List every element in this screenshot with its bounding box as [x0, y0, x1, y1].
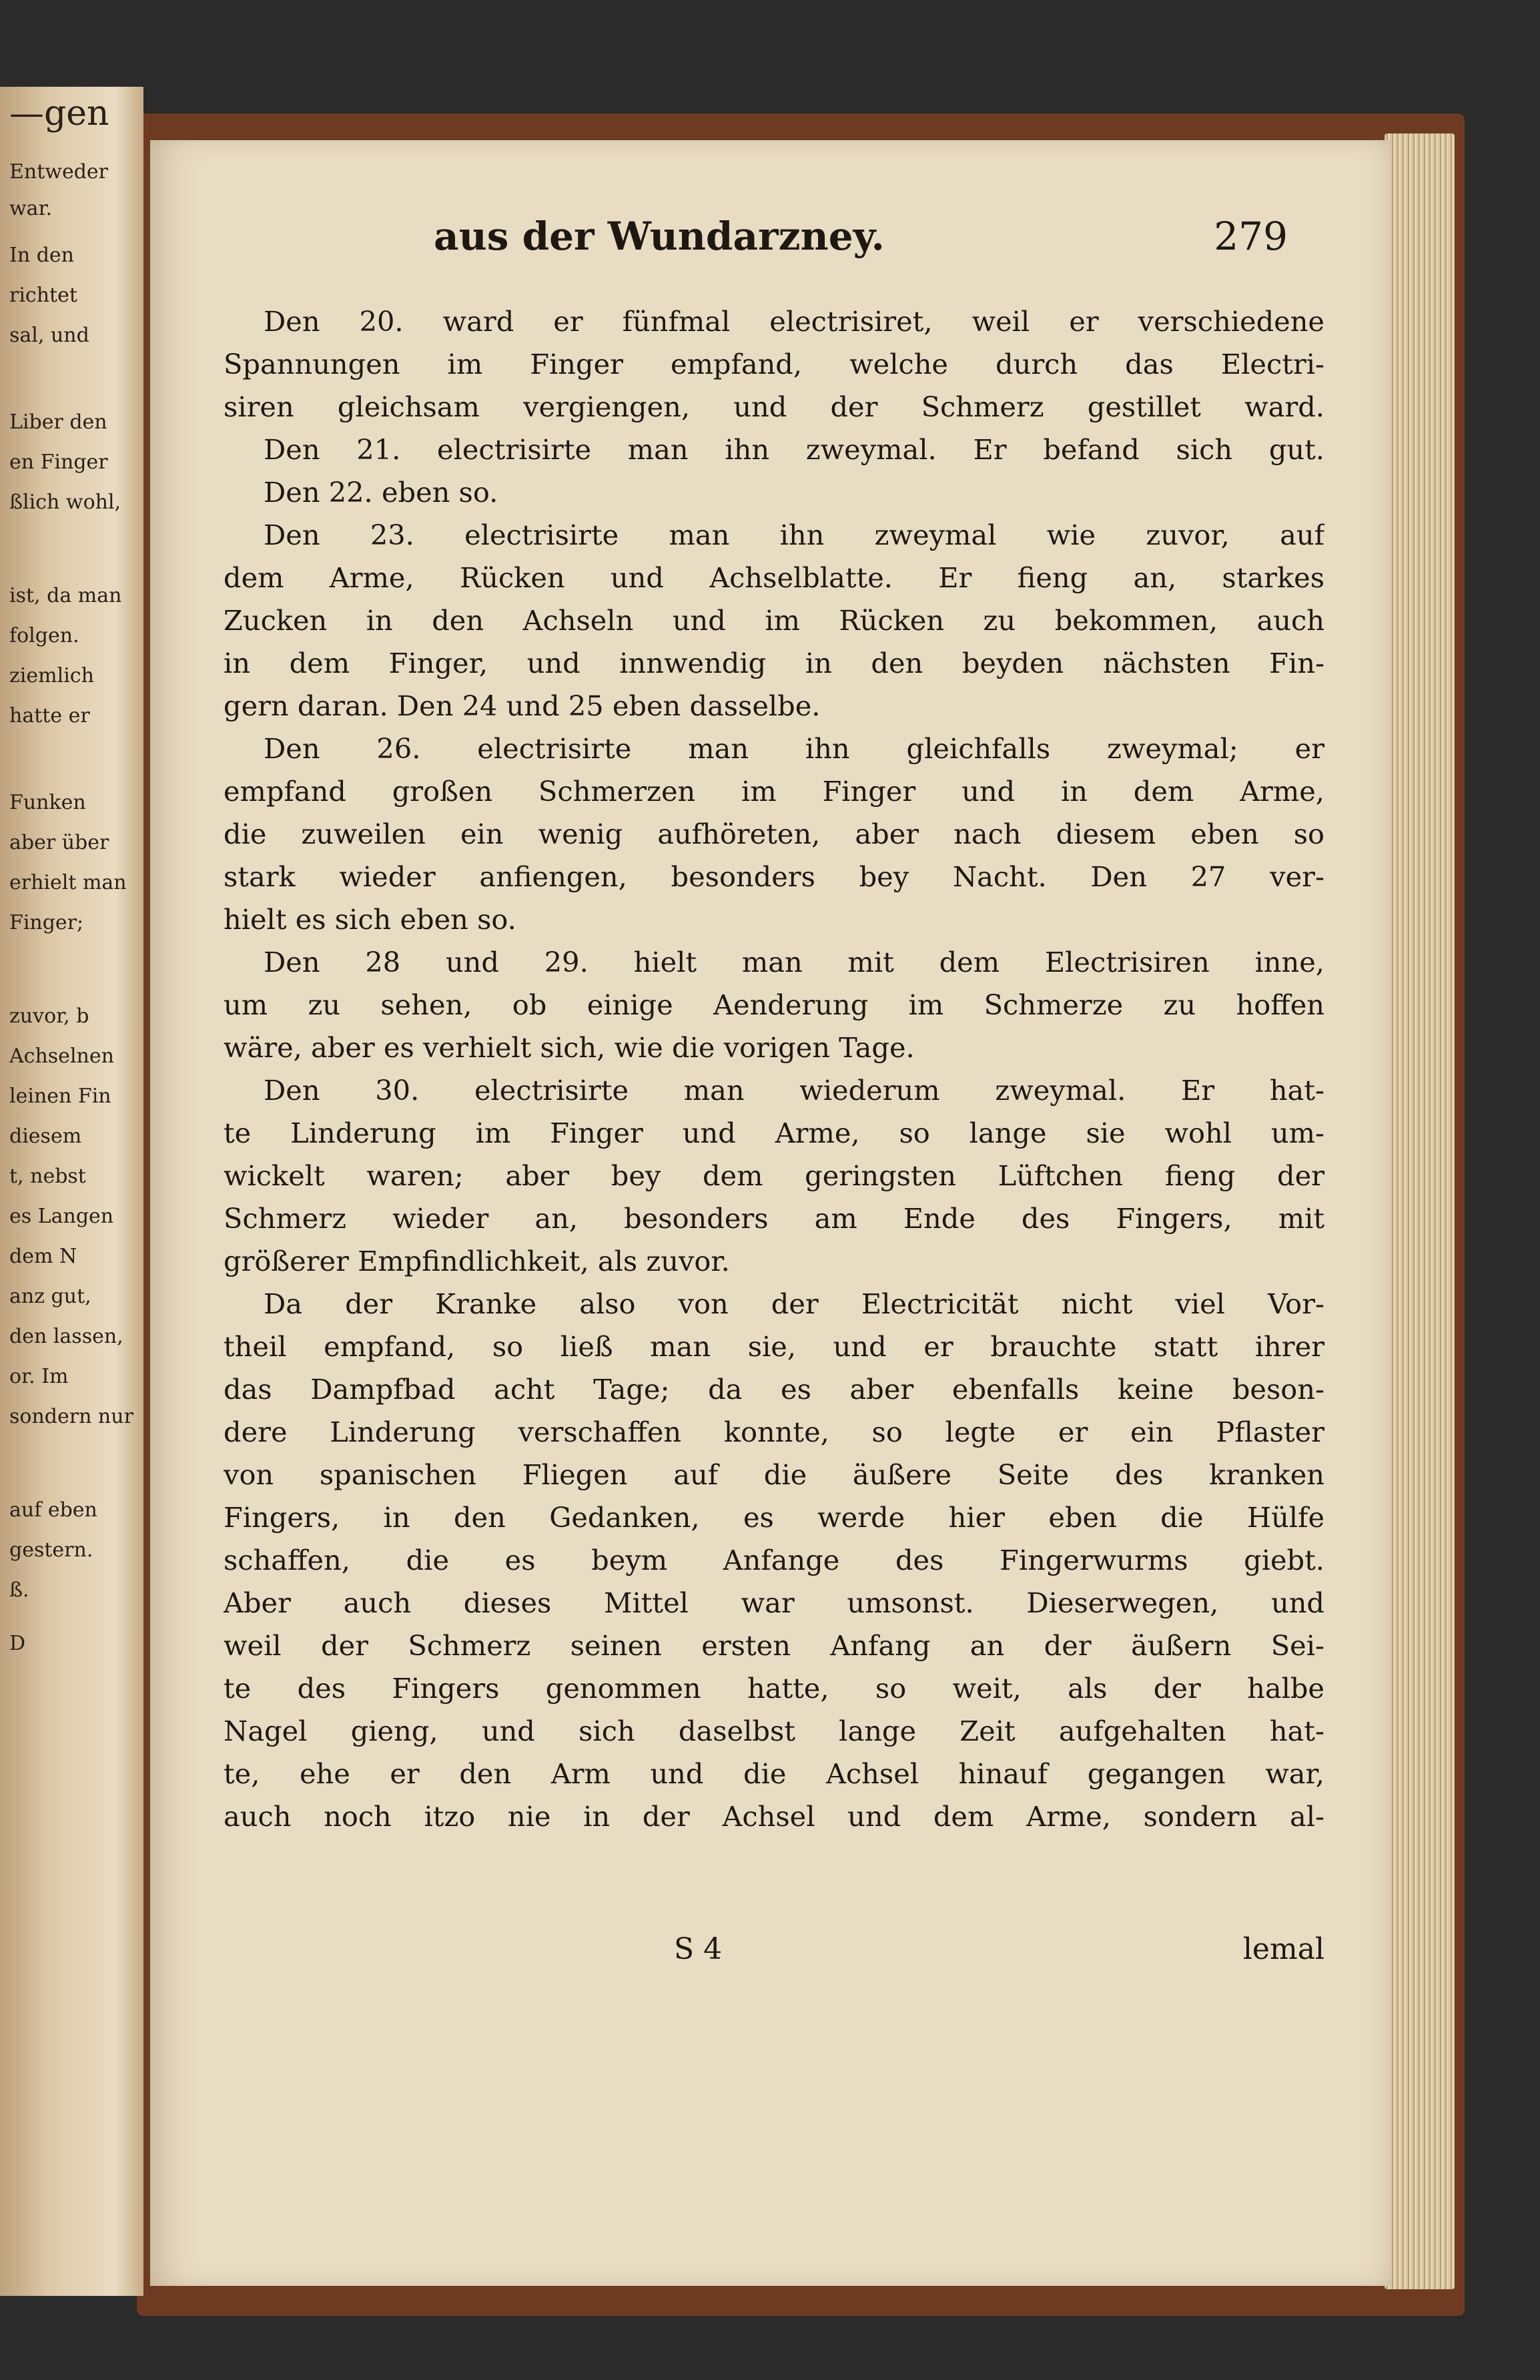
text-line: Nagel gieng, und sich daselbst lange Zeit aufgehalten hat-: [224, 1715, 1324, 1747]
text-line: Aber auch dieses Mittel war umsonst. Dieserwegen, und: [224, 1586, 1324, 1619]
catchword: lemal: [1242, 1932, 1324, 1966]
text-line: Den 21. electrisirte man ihn zweymal. Er befand sich gut.: [264, 433, 1324, 466]
text-line: empfand großen Schmerzen im Finger und in dem Arme,: [224, 775, 1324, 808]
text-line: gern daran. Den 24 und 25 eben dasselbe.: [224, 689, 821, 722]
left-page-text: In den: [9, 244, 74, 267]
text-line: wickelt waren; aber bey dem geringsten Lüftchen fieng der: [224, 1159, 1324, 1192]
left-page-text: Funken: [9, 791, 86, 814]
left-page-text: folgen.: [9, 624, 79, 647]
left-page-text: —gen: [9, 93, 109, 133]
left-page-text: en Finger: [9, 451, 108, 474]
text-line: Den 26. electrisirte man ihn gleichfalls zweymal; er: [264, 732, 1324, 765]
left-page-text: ß.: [9, 1578, 29, 1602]
left-page-text: es Langen: [9, 1205, 114, 1228]
text-line: größerer Empfindlichkeit, als zuvor.: [224, 1245, 730, 1277]
left-page-text: t, nebst: [9, 1165, 86, 1188]
left-page-text: ist, da man: [9, 584, 122, 607]
text-line: te, ehe er den Arm und die Achsel hinauf gegangen war,: [224, 1757, 1324, 1790]
left-page-text: dem N: [9, 1245, 77, 1268]
text-line: Zucken in den Achseln und im Rücken zu bekommen, auch: [224, 604, 1324, 637]
text-line: dem Arme, Rücken und Achselblatte. Er fieng an, starkes: [224, 561, 1324, 594]
text-line: weil der Schmerz seinen ersten Anfang an der äußern Sei-: [224, 1629, 1324, 1662]
text-line: stark wieder anfiengen, besonders bey Nacht. Den 27 ver-: [224, 860, 1324, 893]
text-line: um zu sehen, ob einige Aenderung im Schmerze zu hoffen: [224, 988, 1324, 1021]
text-line: wäre, aber es verhielt sich, wie die vorigen Tage.: [224, 1031, 915, 1064]
text-line: hielt es sich eben so.: [224, 903, 516, 936]
left-page-text: sondern nur: [9, 1405, 133, 1428]
text-line: die zuweilen ein wenig aufhöreten, aber nach diesem eben so: [224, 818, 1324, 850]
text-line: schaffen, die es beym Anfange des Fingerwurms giebt.: [224, 1544, 1324, 1576]
left-page-text: zuvor, b: [9, 1004, 89, 1028]
left-page-text: richtet: [9, 284, 77, 307]
text-line: Schmerz wieder an, besonders am Ende des Fingers, mit: [224, 1202, 1324, 1235]
book-page: [150, 140, 1391, 2286]
left-page-text: aber über: [9, 831, 109, 854]
text-line: Den 22. eben so.: [264, 476, 498, 509]
text-line: das Dampfbad acht Tage; da es aber ebenfalls keine beson-: [224, 1373, 1324, 1406]
running-head: aus der Wundarzney.: [434, 214, 885, 259]
page-edges: [1385, 133, 1455, 2289]
page-footer: [150, 1932, 1391, 1979]
text-line: te des Fingers genommen hatte, so weit, als der halbe: [224, 1672, 1324, 1705]
left-page-text: gestern.: [9, 1538, 93, 1562]
text-line: Den 28 und 29. hielt man mit dem Electrisiren inne,: [264, 946, 1324, 978]
text-line: auch noch itzo nie in der Achsel und dem Arme, sondern al-: [224, 1800, 1324, 1833]
left-page-text: D: [9, 1632, 26, 1655]
left-page-text: war.: [9, 197, 53, 220]
text-line: te Linderung im Finger und Arme, so lange sie wohl um-: [224, 1117, 1324, 1149]
left-page-text: Finger;: [9, 911, 84, 934]
left-page-text: or. Im: [9, 1365, 69, 1388]
text-line: Den 20. ward er fünfmal electrisiret, weil er verschiedene: [264, 305, 1324, 338]
facing-page-fragment: [0, 87, 143, 2296]
left-page-text: sal, und: [9, 324, 89, 347]
left-page-text: Achselnen: [9, 1045, 114, 1068]
left-page-text: Entweder: [9, 160, 109, 184]
page-header: [150, 214, 1391, 274]
left-page-text: diesem: [9, 1125, 82, 1148]
left-page-text: hatte er: [9, 704, 90, 727]
text-line: Fingers, in den Gedanken, es werde hier eben die Hülfe: [224, 1501, 1324, 1534]
text-line: Den 23. electrisirte man ihn zweymal wie zuvor, auf: [264, 519, 1324, 551]
text-line: theil empfand, so ließ man sie, und er brauchte statt ihrer: [224, 1330, 1324, 1363]
page-body: [224, 300, 1324, 1838]
left-page-text: ßlich wohl,: [9, 491, 121, 514]
text-line: Da der Kranke also von der Electricität nicht viel Vor-: [264, 1287, 1324, 1320]
left-page-text: auf eben: [9, 1498, 97, 1522]
left-page-text: ziemlich: [9, 664, 94, 687]
left-page-text: den lassen,: [9, 1325, 123, 1348]
text-line: von spanischen Fliegen auf die äußere Seite des kranken: [224, 1458, 1324, 1491]
left-page-text: Liber den: [9, 410, 107, 434]
left-page-text: leinen Fin: [9, 1085, 111, 1108]
left-page-text: anz gut,: [9, 1285, 91, 1308]
page-number: 279: [1214, 214, 1288, 259]
signature-mark: S 4: [674, 1932, 723, 1966]
text-line: Spannungen im Finger empfand, welche durch das Electri-: [224, 348, 1324, 380]
text-line: siren gleichsam vergiengen, und der Schmerz gestillet ward.: [224, 390, 1324, 423]
left-page-text: erhielt man: [9, 871, 127, 894]
text-line: in dem Finger, und innwendig in den beyden nächsten Fin-: [224, 647, 1324, 679]
text-line: dere Linderung verschaffen konnte, so legte er ein Pflaster: [224, 1416, 1324, 1448]
text-line: Den 30. electrisirte man wiederum zweymal. Er hat-: [264, 1074, 1324, 1107]
